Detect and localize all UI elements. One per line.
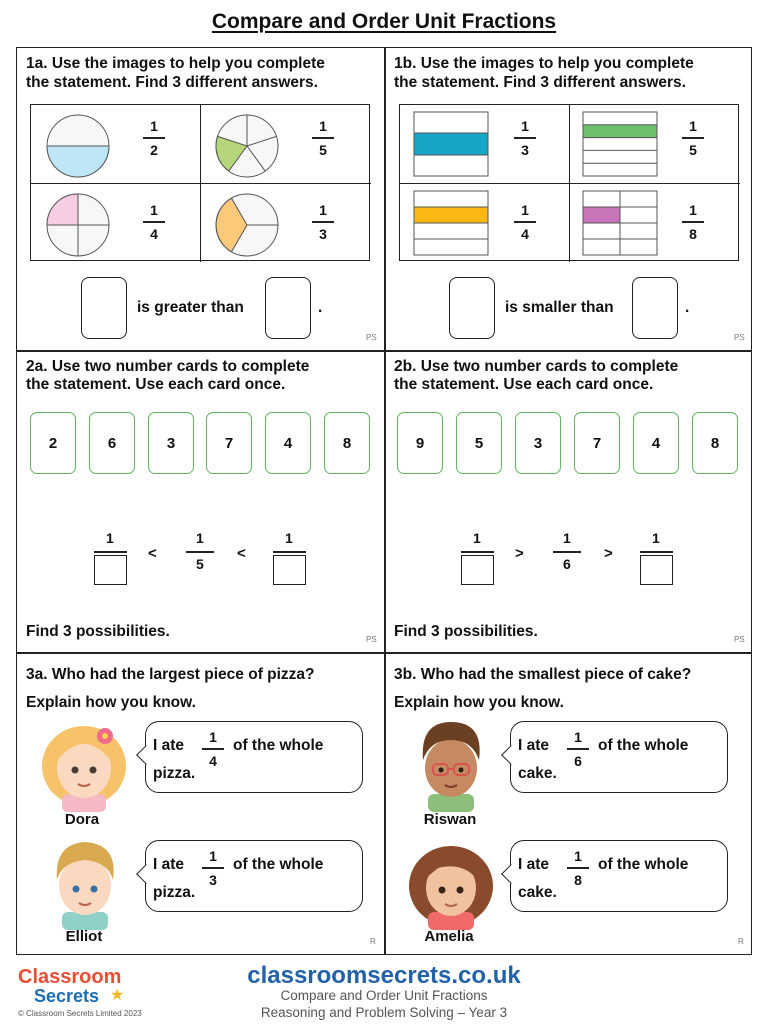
q1b-answer-box-right[interactable] <box>632 277 678 339</box>
half-circle-icon <box>45 113 111 179</box>
number-card[interactable]: 6 <box>89 412 135 474</box>
q3b-explain: Explain how you know. <box>394 694 564 711</box>
q2b-right-numerator: 1 <box>652 530 660 546</box>
fifths-strip-icon <box>582 111 658 177</box>
riswan-name: Riswan <box>423 811 477 828</box>
amelia-says-item: cake. <box>518 884 557 901</box>
elliot-says-rest: of the whole <box>233 856 324 873</box>
q1a-instruction-line1: 1a. Use the images to help you complete <box>26 55 325 72</box>
number-card[interactable]: 5 <box>456 412 502 474</box>
q2a-tag: PS <box>366 635 377 644</box>
number-card[interactable]: 3 <box>515 412 561 474</box>
q2a-sign-2: < <box>237 545 246 562</box>
q3b-tag: R <box>738 937 744 946</box>
q1a-statement: is greater than <box>137 299 244 316</box>
q2a-right-denominator-box[interactable] <box>273 555 306 585</box>
q2a-left-numerator: 1 <box>106 530 114 546</box>
q1b-statement: is smaller than <box>505 299 614 316</box>
fraction-one-third-b: 1 3 <box>514 118 536 158</box>
q2b-instruction-line2: the statement. Use each card once. <box>394 376 654 393</box>
dora-says-rest: of the whole <box>233 737 324 754</box>
q2a-middle-fraction-bar <box>186 551 214 553</box>
dora-name: Dora <box>64 811 100 828</box>
q1a-answer-box-left[interactable] <box>81 277 127 339</box>
q1b-answer-box-left[interactable] <box>449 277 495 339</box>
riswan-says-ate: I ate <box>518 737 550 754</box>
amelia-says-rest: of the whole <box>598 856 689 873</box>
q1a-answer-box-right[interactable] <box>265 277 311 339</box>
number-card[interactable]: 7 <box>574 412 620 474</box>
elliot-name: Elliot <box>65 928 103 945</box>
copyright: © Classroom Secrets Limited 2023 <box>18 1009 142 1018</box>
q2b-middle-fraction-bar <box>553 551 581 553</box>
thirds-circle-icon <box>214 192 280 258</box>
q1b-period: . <box>685 299 690 316</box>
q1b-tag: PS <box>734 333 745 342</box>
amelia-name: Amelia <box>424 928 474 945</box>
fraction-one-fifth-b: 1 5 <box>682 118 704 158</box>
q2a-right-numerator: 1 <box>285 530 293 546</box>
number-card[interactable]: 7 <box>206 412 252 474</box>
grid-divider-row1 <box>16 350 752 352</box>
q1a-period: . <box>318 299 323 316</box>
q2a-left-denominator-box[interactable] <box>94 555 127 585</box>
fraction-one-eighth: 1 8 <box>682 202 704 242</box>
riswan-avatar <box>406 716 496 812</box>
q2b-sign-2: > <box>604 545 613 562</box>
q2a-right-fraction-bar <box>273 551 306 553</box>
number-card[interactable]: 4 <box>265 412 311 474</box>
q3a-question: 3a. Who had the largest piece of pizza? <box>26 666 315 683</box>
riswan-fraction: 1 6 <box>567 729 589 769</box>
q2a-footer: Find 3 possibilities. <box>26 623 170 640</box>
q1a-instruction-line2: the statement. Find 3 different answers. <box>26 74 318 91</box>
q2b-left-numerator: 1 <box>473 530 481 546</box>
footer-level: Reasoning and Problem Solving – Year 3 <box>260 1005 508 1020</box>
q3b-question: 3b. Who had the smallest piece of cake? <box>394 666 692 683</box>
fraction-one-fifth: 1 5 <box>312 118 334 158</box>
q2b-right-denominator-box[interactable] <box>640 555 673 585</box>
amelia-fraction: 1 8 <box>567 848 589 888</box>
q2a-left-fraction-bar <box>94 551 127 553</box>
elliot-says-ate: I ate <box>153 856 185 873</box>
q1b-instruction-line2: the statement. Find 3 different answers. <box>394 74 686 91</box>
q1b-instruction-line1: 1b. Use the images to help you complete <box>394 55 694 72</box>
number-card[interactable]: 4 <box>633 412 679 474</box>
fraction-one-quarter: 1 4 <box>143 202 165 242</box>
number-card[interactable]: 8 <box>324 412 370 474</box>
q2a-instruction-line2: the statement. Use each card once. <box>26 376 286 393</box>
q2b-middle-denominator: 6 <box>563 556 571 572</box>
number-card[interactable]: 3 <box>148 412 194 474</box>
elliot-fraction: 1 3 <box>202 848 224 888</box>
fraction-one-half: 1 2 <box>143 118 165 158</box>
site-url[interactable]: classroomsecrets.co.uk <box>247 962 521 989</box>
q2b-instruction-line1: 2b. Use two number cards to complete <box>394 358 679 375</box>
number-card[interactable]: 8 <box>692 412 738 474</box>
q1a-tag: PS <box>366 333 377 342</box>
grid-divider-row2 <box>16 652 752 654</box>
dora-says-ate: I ate <box>153 737 185 754</box>
q2a-instruction-line1: 2a. Use two number cards to complete <box>26 358 310 375</box>
quarters-circle-icon <box>45 192 111 258</box>
star-icon: ★ <box>110 987 125 1004</box>
logo-secrets: Secrets <box>34 986 100 1006</box>
fraction-one-third: 1 3 <box>312 202 334 242</box>
riswan-says-item: cake. <box>518 765 557 782</box>
elliot-avatar <box>40 834 130 930</box>
dora-avatar <box>36 716 132 812</box>
footer-topic: Compare and Order Unit Fractions <box>280 988 488 1003</box>
fraction-one-quarter-b: 1 4 <box>514 202 536 242</box>
eighths-strip-icon <box>582 190 658 256</box>
q2b-left-denominator-box[interactable] <box>461 555 494 585</box>
q3a-explain: Explain how you know. <box>26 694 196 711</box>
elliot-says-item: pizza. <box>153 884 196 901</box>
logo-classroom: Classroom <box>18 966 122 988</box>
q2b-footer: Find 3 possibilities. <box>394 623 538 640</box>
amelia-avatar <box>404 834 498 930</box>
q3a-tag: R <box>370 937 376 946</box>
q2b-sign-1: > <box>515 545 524 562</box>
q2b-right-fraction-bar <box>640 551 673 553</box>
fifths-circle-icon <box>214 113 280 179</box>
thirds-strip-icon <box>413 111 489 177</box>
q2a-middle-denominator: 5 <box>196 556 204 572</box>
amelia-says-ate: I ate <box>518 856 550 873</box>
quarters-strip-icon <box>413 190 489 256</box>
q2a-sign-1: < <box>148 545 157 562</box>
number-card[interactable]: 2 <box>30 412 76 474</box>
riswan-says-rest: of the whole <box>598 737 689 754</box>
grid-divider-vertical <box>384 47 386 955</box>
number-card[interactable]: 9 <box>397 412 443 474</box>
q2b-left-fraction-bar <box>461 551 494 553</box>
page-title: Compare and Order Unit Fractions <box>211 10 557 33</box>
dora-fraction: 1 4 <box>202 729 224 769</box>
q2a-middle-numerator: 1 <box>196 530 204 546</box>
dora-says-item: pizza. <box>153 765 196 782</box>
q2b-tag: PS <box>734 635 745 644</box>
q2b-middle-numerator: 1 <box>563 530 571 546</box>
